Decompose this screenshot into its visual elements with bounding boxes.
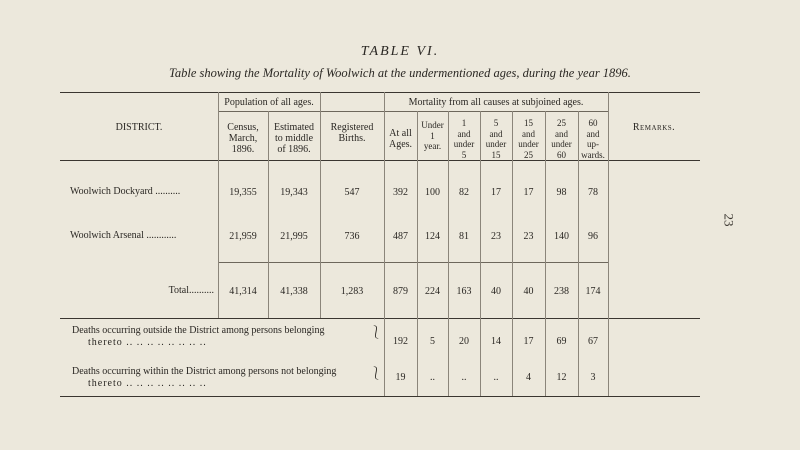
remarks-header: Remarks. [632,122,676,133]
group-header-rule [218,111,608,112]
footer-row-text: thereto .. .. .. .. .. .. .. .. [88,378,207,389]
age-15-25-value: 40 [523,286,534,297]
births-value: 1,283 [340,286,364,297]
all-ages-value: 192 [393,336,408,347]
column-rule [608,92,609,396]
age-15-25-value: 17 [523,187,534,198]
footer-row-text: thereto .. .. .. .. .. .. .. .. [88,337,207,348]
table-bottom-rule [60,396,700,397]
age-60-up-value: 174 [585,286,601,297]
population-group-header: Population of all ages. [224,97,314,108]
under-1-header: Under 1 year. [421,120,444,151]
age-15-25-value: 17 [523,336,534,347]
age-5-15-value: 40 [491,286,501,297]
age-5-15-value: .. [493,372,499,383]
age-1-5-value: 20 [459,336,469,347]
census-value: 19,355 [229,187,257,198]
age-15-25-value: 4 [526,372,531,383]
all-ages-value: 879 [393,286,408,297]
age-1-5-header: 1 and under 5 [453,118,475,160]
footer-row-text: Deaths occurring outside the District among persons belonging [72,325,325,336]
age-25-60-value: 238 [554,286,569,297]
total-separator-rule [218,262,608,263]
age-15-25-header: 15 and under 25 [518,118,539,160]
under-1-value: .. [430,372,435,383]
row-label: Woolwich Arsenal ............ [70,230,177,241]
estimated-value: 19,343 [280,187,308,198]
age-25-60-value: 140 [554,231,569,242]
under-1-value: 124 [425,231,440,242]
age-1-5-value: .. [461,372,467,383]
all-ages-value: 487 [393,231,408,242]
age-60-up-header: 60 and up- wards. [581,118,605,160]
page-number: 23 [721,213,737,227]
district-header: DISTRICT. [115,122,163,133]
births-value: 547 [344,187,360,198]
estimated-header: Estimated to middle of 1896. [274,122,314,155]
births-header: Registered Births. [330,122,374,144]
column-rule [417,111,418,396]
row-label: Woolwich Dockyard .......... [70,186,181,197]
page-title: TABLE VI. [360,44,440,59]
age-25-60-value: 69 [556,336,567,347]
age-1-5-value: 163 [456,286,472,297]
age-60-up-value: 3 [590,372,596,383]
under-1-value: 100 [425,187,440,198]
births-value: 736 [344,231,360,242]
estimated-value: 21,995 [280,231,308,242]
under-1-value: 5 [430,336,435,347]
age-15-25-value: 23 [523,231,534,242]
age-60-up-value: 96 [588,231,598,242]
body-bottom-rule [60,318,700,319]
age-5-15-header: 5 and under 15 [485,118,507,160]
age-5-15-value: 14 [491,336,501,347]
census-value: 41,314 [229,286,257,297]
estimated-value: 41,338 [280,286,308,297]
table-subtitle: Table showing the Mortality of Woolwich at the undermentioned ages, during the year 1896. [169,66,631,80]
footer-row-text: Deaths occurring within the District among persons not belonging [72,366,337,377]
all-ages-value: 19 [395,372,406,383]
brace-mark: ⎱ [370,325,383,339]
header-bottom-rule [60,160,700,161]
age-5-15-value: 23 [491,231,501,242]
age-60-up-value: 67 [588,336,598,347]
age-1-5-value: 82 [459,187,469,198]
total-label: Total.......... [168,285,214,296]
age-25-60-value: 98 [556,187,567,198]
mortality-group-header: Mortality from all causes at subjoined ages. [408,97,584,108]
age-1-5-value: 81 [459,231,469,242]
all-ages-value: 392 [393,187,408,198]
top-rule [60,92,700,93]
brace-mark: ⎱ [370,366,383,380]
age-25-60-header: 25 and under 60 [551,118,572,160]
all-ages-header: At all Ages. [388,128,413,150]
census-value: 21,959 [229,231,257,242]
age-5-15-value: 17 [491,187,501,198]
age-60-up-value: 78 [588,187,598,198]
age-25-60-value: 12 [556,372,567,383]
under-1-value: 224 [425,286,440,297]
census-header: Census, March, 1896. [227,122,259,155]
